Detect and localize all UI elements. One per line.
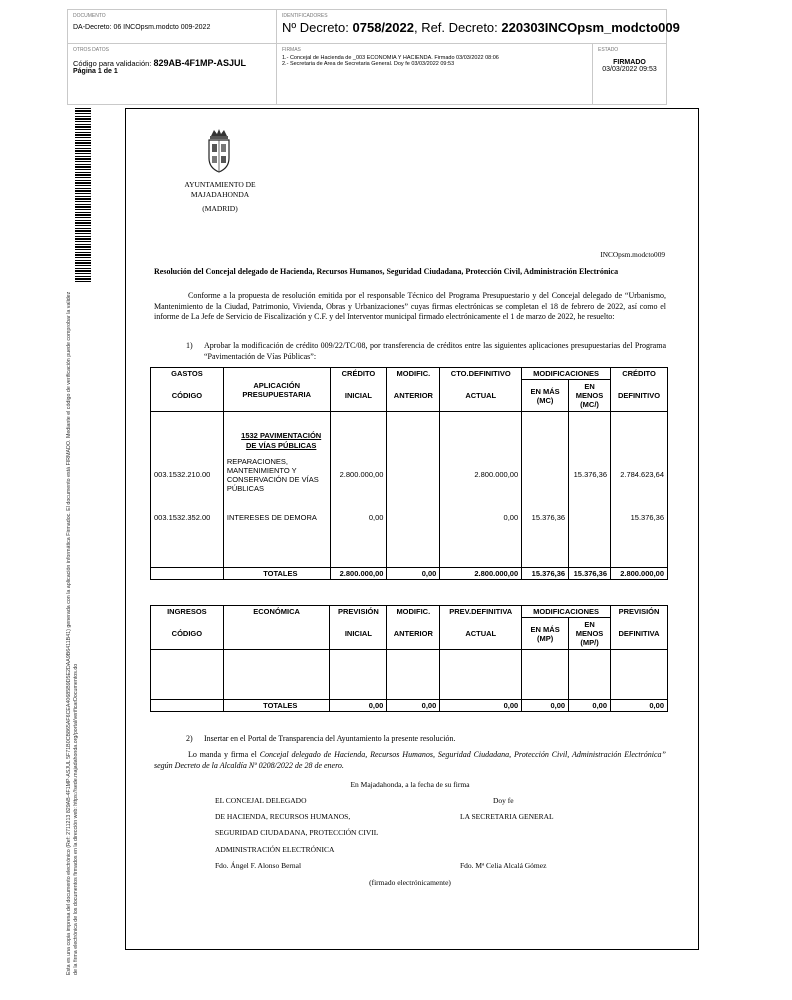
firma-1: 1.- Concejal de Hacienda de _003 ECONOMIA Y HACIENDA. Firmado 03/03/2022 08:06 (282, 55, 499, 61)
estado-cell (593, 44, 666, 104)
ingresos-totals-label: TOTALES (223, 700, 330, 712)
aplicacion-header: APLICACIÓN PRESUPUESTARIA (223, 368, 330, 412)
sig-right-1: Doy fe (493, 796, 514, 805)
item-1-text: Aprobar la modificación de crédito 009/22/TC/08, por transferencia de créditos entre las siguientes aplicaciones presupuestarias del Programa “Pavimentación de Vías Públicas”: (204, 341, 666, 361)
sig-left-4: ADMINISTRACIÓN ELECTRÓNICA (215, 845, 335, 854)
item-2 (186, 734, 666, 745)
ingresos-total-menos: 0,00 (569, 700, 611, 712)
gastos-total-mas: 15.376,36 (522, 568, 569, 580)
gastos-totals-label: TOTALES (223, 568, 330, 580)
ing-actual-header: ACTUAL (440, 618, 522, 650)
gastos-table (150, 367, 668, 580)
item-1-number: 1) (186, 341, 193, 350)
definitivo-header: DEFINITIVO (611, 380, 668, 412)
row1-codigo: 003.1532.210.00 (151, 452, 224, 498)
row1-definitivo: 2.784.623,64 (611, 452, 668, 498)
firmas-label: FIRMAS (282, 47, 301, 53)
row2-desc: INTERESES DE DEMORA (223, 498, 330, 538)
row1-anterior (387, 452, 440, 498)
ingresos-table (150, 605, 668, 712)
ingresos-header: INGRESOS (151, 606, 224, 618)
codigo-value: 829AB-4F1MP-ASJUL (153, 58, 247, 68)
decreto-prefix: Nº Decreto: (282, 20, 349, 35)
gastos-total-definitivo: 2.800.000,00 (611, 568, 668, 580)
ctodefinitivo-header: CTO.DEFINITIVO (440, 368, 522, 380)
ingresos-totals-row (151, 700, 668, 712)
row2-anterior (387, 498, 440, 538)
row2-inicial: 0,00 (330, 498, 387, 538)
gastos-total-menos: 15.376,36 (569, 568, 611, 580)
ayuntamiento-line1: AYUNTAMIENTO DE (184, 180, 256, 189)
program-title: 1532 PAVIMENTACIÓN DE VÍAS PÚBLICAS (223, 412, 330, 452)
row1-desc: REPARACIONES, MANTENIMIENTO Y CONSERVACIÓN DE VÍAS PÚBLICAS (223, 452, 330, 498)
documento-cell (68, 10, 277, 44)
item-2-text: Insertar en el Portal de Transparencia del Ayuntamiento la presente resolución. (204, 734, 456, 743)
estado-label: ESTADO (598, 47, 619, 53)
sig-left-1: EL CONCEJAL DELEGADO (215, 796, 307, 805)
ingresos-total-definitivo: 0,00 (611, 700, 668, 712)
ayuntamiento-block (165, 180, 275, 214)
gastos-total-inicial: 2.800.000,00 (330, 568, 387, 580)
row2-codigo: 003.1532.352.00 (151, 498, 224, 538)
en-menos-header: EN MENOS (MC/) (569, 380, 611, 412)
ayuntamiento-line2: MAJADAHONDA (190, 190, 250, 199)
sig-left-3: SEGURIDAD CIUDADANA, PROTECCIÓN CIVIL (215, 828, 379, 837)
row2-menos (569, 498, 611, 538)
actual-header: ACTUAL (440, 380, 522, 412)
otros-datos-cell (68, 44, 277, 104)
paragraph-2 (154, 750, 666, 771)
ing-modificaciones-header: MODIFICACIONES (522, 606, 611, 618)
modificaciones-header: MODIFICACIONES (522, 368, 611, 380)
row1-mas (522, 452, 569, 498)
coat-of-arms-icon (206, 128, 232, 173)
row1-actual: 2.800.000,00 (440, 452, 522, 498)
sig-left-2: DE HACIENDA, RECURSOS HUMANOS, (215, 812, 351, 821)
ing-codigo-header: CÓDIGO (151, 618, 224, 650)
sig-right-2: LA SECRETARIA GENERAL (460, 812, 554, 821)
ingresos-total-inicial: 0,00 (330, 700, 387, 712)
ing-en-menos-header: EN MENOS (MP/) (569, 618, 611, 650)
ing-definitiva-header: DEFINITIVA (611, 618, 668, 650)
prevdefinitiva-header: PREV.DEFINITIVA (440, 606, 522, 618)
estado-date: 03/03/2022 09:53 (602, 66, 657, 73)
ref-prefix: , Ref. Decreto: (413, 20, 498, 35)
row1-menos: 15.376,36 (569, 452, 611, 498)
decreto-line (282, 20, 680, 35)
ref-number: 220303INCOpsm_modcto009 (501, 20, 680, 35)
resolution-title: Resolución del Concejal delegado de Hacienda, Recursos Humanos, Seguridad Ciudadana, Protección Civil, Administración Electrónica (154, 267, 619, 276)
estado-value: FIRMADO (613, 59, 646, 66)
row2-definitivo: 15.376,36 (611, 498, 668, 538)
firmas-cell (277, 44, 593, 104)
credito-def-header: CRÉDITO (611, 368, 668, 380)
gastos-header: GASTOS (151, 368, 224, 380)
sig-left-5: Fdo. Ángel F. Alonso Bernal (215, 861, 302, 870)
ingresos-total-actual: 0,00 (440, 700, 522, 712)
barcode (75, 108, 91, 284)
documento-label: DOCUMENTO (73, 13, 106, 19)
prevision-def-header: PREVISIÓN (611, 606, 668, 618)
decreto-number: 0758/2022 (352, 20, 414, 35)
firma-2: 2.- Secretaria de Area de Secretaria General. Doy fe 03/03/2022 09:53 (282, 61, 455, 67)
gastos-totals-row (151, 568, 668, 580)
verification-side-text: Esta es una copia impresa del documento electrónico (Ref: 2711213 829AB-4F1MP-ASJUL 5F71B0CB865AF6CEA40685B9D5E2DAA9B6411B41) generada con la aplicación informática Firmadoc. El documento está FIRMADO. Mediante el código de verificación puede comprobar la validez de la firma electrónica de los documentos firmados en la dirección web: https://sede.majadahonda.org/portal/verificarDocumentos.do (66, 291, 79, 975)
ing-modific-header: MODIFIC. (387, 606, 440, 618)
paragraph-2-italic: Concejal delegado de Hacienda, Recursos Humanos, Seguridad Ciudadana, Protección Civil, Administración Electrónica” según Decreto de la Alcaldía Nº 0208/2022 de 28 de enero. (154, 750, 666, 770)
identificadores-cell (277, 10, 680, 44)
paragraph-2-intro: Lo manda y firma el (188, 750, 260, 759)
documento-value: DA-Decreto: 06 INCOpsm.modcto 009-2022 (73, 24, 211, 31)
row2-mas: 15.376,36 (522, 498, 569, 538)
ing-en-mas-header: EN MÁS (MP) (522, 618, 569, 650)
item-1 (186, 341, 666, 362)
modific-header: MODIFIC. (387, 368, 440, 380)
codigo-header: CÓDIGO (151, 380, 224, 412)
sig-footer: (firmado electrónicamente) (369, 878, 451, 887)
en-mas-header: EN MÁS (MC) (522, 380, 569, 412)
economica-header: ECONÓMICA (223, 606, 330, 618)
identificadores-label: IDENTIFICADORES (282, 13, 328, 19)
gastos-total-actual: 2.800.000,00 (440, 568, 522, 580)
gastos-total-anterior: 0,00 (387, 568, 440, 580)
ayuntamiento-line3: (MADRID) (202, 204, 238, 213)
otros-datos-label: OTROS DATOS (73, 47, 109, 53)
reference-code: INCOpsm.modcto009 (600, 250, 665, 259)
ingresos-total-mas: 0,00 (522, 700, 569, 712)
pagina-label: Página 1 de 1 (73, 68, 118, 75)
inicial-header: INICIAL (330, 380, 387, 412)
row2-actual: 0,00 (440, 498, 522, 538)
ing-inicial-header: INICIAL (330, 618, 387, 650)
anterior-header: ANTERIOR (387, 380, 440, 412)
paragraph-1: Conforme a la propuesta de resolución emitida por el responsable Técnico del Programa Presupuestario y del Concejal delegado de “Urbanismo, Mantenimiento de la Ciudad, Patrimonio, Vivienda, Obras y Urbanizaciones” cuyas firmas electrónicas se completan el 18 de febrero de 2022, así como el informe de La Jefe de Servicio de Fiscalización y C.F. y del Interventor municipal firmado electrónicamente el 1 de marzo de 2022, he resuelto: (154, 291, 666, 321)
place-date: En Majadahonda, a la fecha de su firma (350, 780, 470, 789)
row1-inicial: 2.800.000,00 (330, 452, 387, 498)
ingresos-total-anterior: 0,00 (387, 700, 440, 712)
document-header (67, 9, 680, 105)
sig-right-5: Fdo. Mª Celia Alcalá Gómez (460, 861, 547, 870)
table-row (151, 452, 668, 498)
item-2-number: 2) (186, 734, 193, 743)
ing-anterior-header: ANTERIOR (387, 618, 440, 650)
codigo-validacion (73, 58, 271, 68)
table-row (151, 498, 668, 538)
prevision-header: PREVISIÓN (330, 606, 387, 618)
codigo-label: Código para validación: (73, 59, 152, 68)
credito-header: CRÉDITO (330, 368, 387, 380)
